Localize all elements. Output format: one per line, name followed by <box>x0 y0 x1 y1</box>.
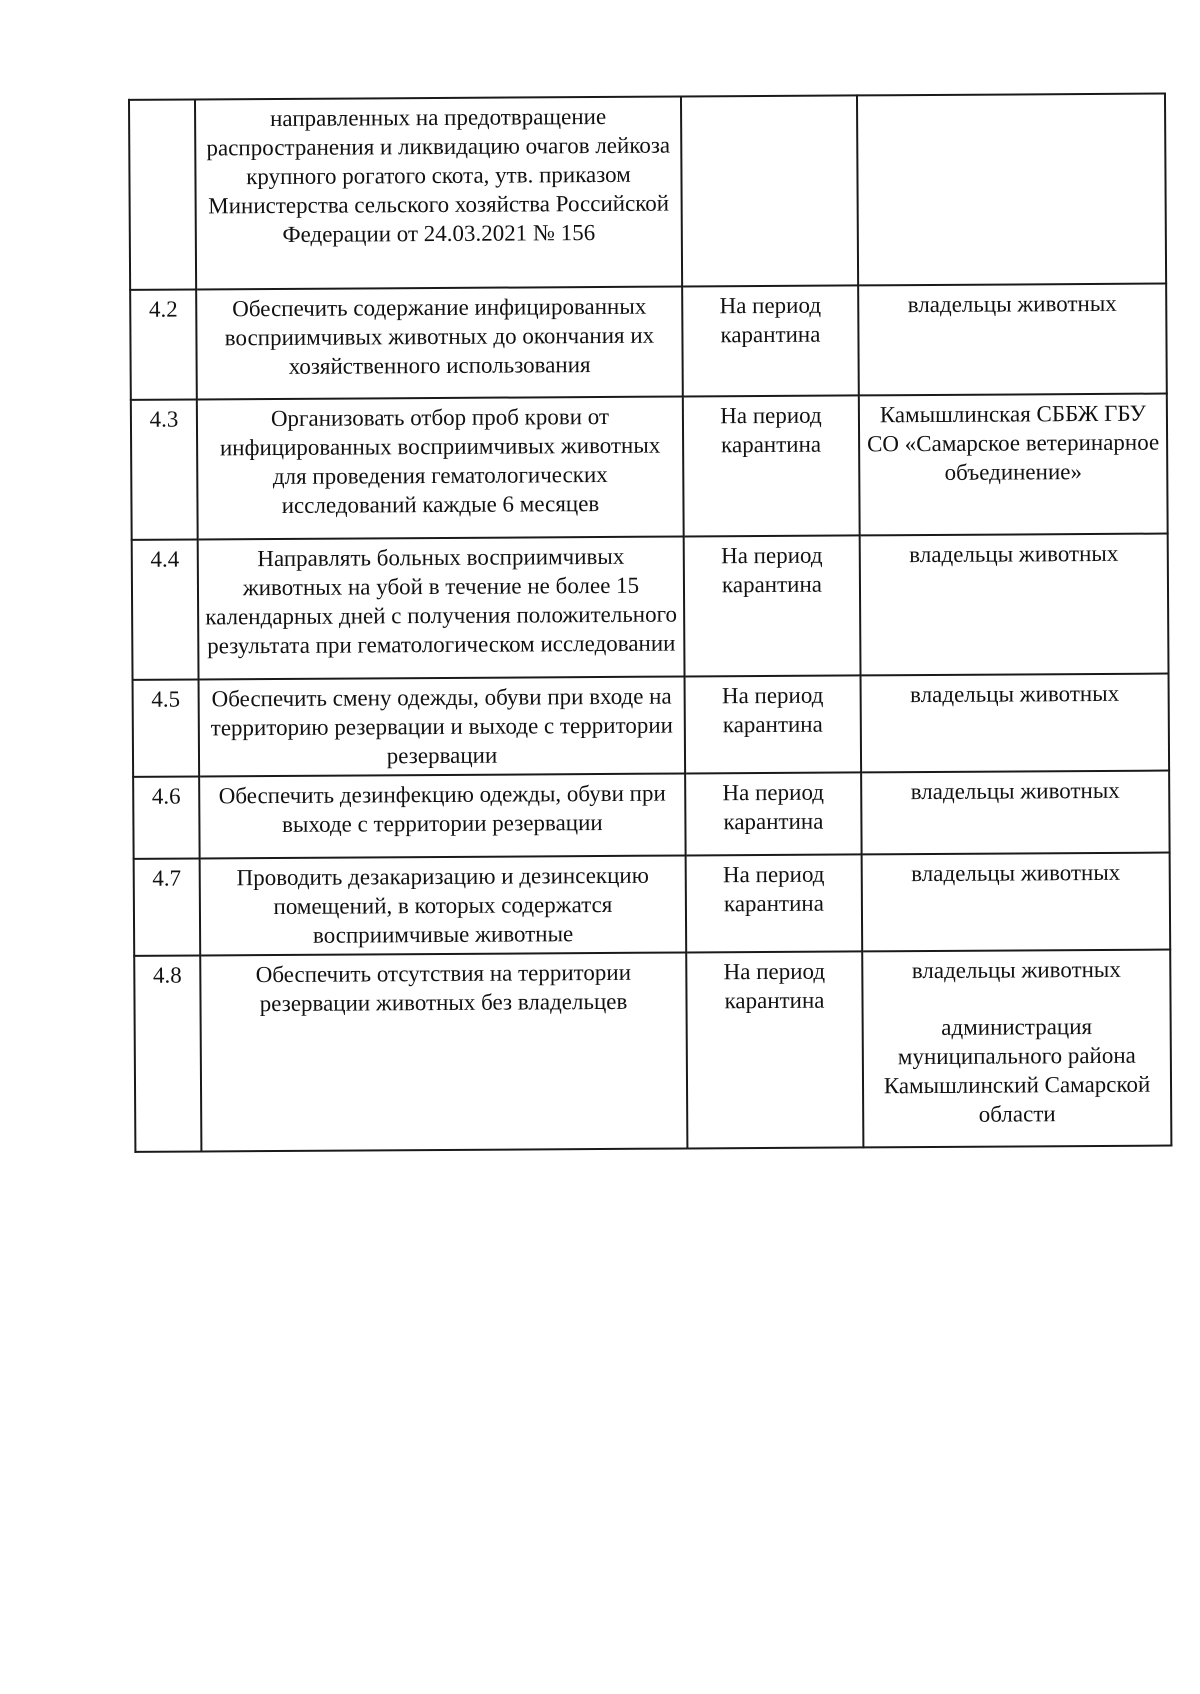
responsible-text: Камышлинская СББЖ ГБУ СО «Самарское ветеринарное объединение» <box>866 400 1160 485</box>
row-number: 4.4 <box>150 546 180 572</box>
measure-text: Организовать отбор проб крови от инфицированных восприимчивых животных для проведения гематологических исследований каждые 6 месяцев <box>219 403 661 518</box>
row-number-cell <box>134 955 201 1151</box>
term-cell <box>686 854 863 952</box>
measure-text: направленных на предотвращение распространения и ликвидацию очагов лейкоза крупного рогатого скота, утв. приказом Министерства сельского хозяйства Российской Федерации от 24.03.2021 № 156 <box>206 103 671 247</box>
term-cell <box>684 535 861 676</box>
term-text: На период карантина <box>722 861 825 917</box>
row-number-cell <box>131 399 198 539</box>
row-number-cell <box>132 539 199 679</box>
term-text: На период карантина <box>720 402 822 458</box>
row-number: 4.8 <box>152 962 182 988</box>
measure-cell <box>199 773 685 858</box>
term-cell <box>681 95 858 286</box>
table-row <box>133 771 1169 859</box>
measure-text: Проводить дезакаризацию и дезинсекцию помещений, в которых содержатся восприимчивые животные <box>236 862 649 948</box>
term-cell <box>683 395 860 536</box>
row-number-cell <box>133 679 200 776</box>
term-text <box>688 100 850 101</box>
responsible-cell <box>857 94 1166 286</box>
row-number: 4.2 <box>148 296 178 322</box>
responsible-cell <box>862 950 1171 1148</box>
responsible-text: владельцы животных <box>907 290 1117 318</box>
row-number-cell <box>133 776 199 858</box>
term-text: На период карантина <box>721 682 824 738</box>
term-text: На период карантина <box>719 292 822 348</box>
measure-text: Обеспечить содержание инфицированных восприимчивых животных до окончания их хозяйственного использования <box>224 293 655 379</box>
table-row <box>131 394 1168 540</box>
measure-cell <box>198 536 685 679</box>
term-text: На период карантина <box>720 542 823 598</box>
measure-cell <box>200 855 687 955</box>
row-number: 4.6 <box>151 783 181 809</box>
responsible-text: владельцы животных <box>909 540 1119 568</box>
row-number: 4.3 <box>149 406 179 432</box>
responsible-cell <box>861 771 1169 855</box>
table-row <box>133 674 1170 777</box>
measure-cell <box>199 676 686 776</box>
table-row <box>132 534 1169 680</box>
row-number-cell <box>129 99 196 289</box>
measure-cell <box>197 396 684 539</box>
measure-text: Обеспечить отсутствия на территории резервации животных без владельцев <box>255 959 632 1017</box>
term-text: На период карантина <box>723 958 826 1014</box>
responsible-cell <box>862 853 1171 952</box>
row-number-cell <box>130 289 197 399</box>
responsible-text: владельцы животных <box>911 956 1121 984</box>
responsible-text-secondary: администрация муниципального района Камышлинский Самарской области <box>883 1014 1151 1127</box>
responsible-text: владельцы животных <box>910 777 1120 805</box>
measure-cell <box>195 97 682 290</box>
table-row <box>134 853 1171 956</box>
table-row <box>130 284 1167 400</box>
measure-text: Направлять больных восприимчивых животных на убой в течение не более 15 календарных дней с получения положительного результата при гематологическом исследовании <box>205 543 678 659</box>
responsible-cell <box>860 534 1169 676</box>
responsible-text <box>864 99 1158 101</box>
responsible-cell <box>859 394 1168 536</box>
term-cell <box>686 951 863 1148</box>
responsible-cell <box>861 674 1170 773</box>
term-cell <box>685 675 862 773</box>
responsible-cell <box>858 284 1167 396</box>
row-number: 4.7 <box>152 865 182 891</box>
table-row <box>129 94 1166 290</box>
row-number-cell <box>134 858 201 955</box>
term-cell <box>685 772 861 855</box>
measure-cell <box>196 287 683 400</box>
term-cell <box>682 285 859 396</box>
measures-table <box>128 93 1172 1153</box>
responsible-text: владельцы животных <box>911 859 1121 887</box>
row-number: 4.5 <box>151 686 181 712</box>
responsible-text: владельцы животных <box>910 680 1120 708</box>
measure-text: Обеспечить дезинфекцию одежды, обуви при выходе с территории резервации <box>218 780 666 837</box>
table-row <box>134 950 1171 1152</box>
measure-text: Обеспечить смену одежды, обуви при входе на территорию резервации и выходе с территории резервации <box>210 683 673 769</box>
term-text: На период карантина <box>722 779 825 835</box>
measure-cell <box>200 952 687 1151</box>
